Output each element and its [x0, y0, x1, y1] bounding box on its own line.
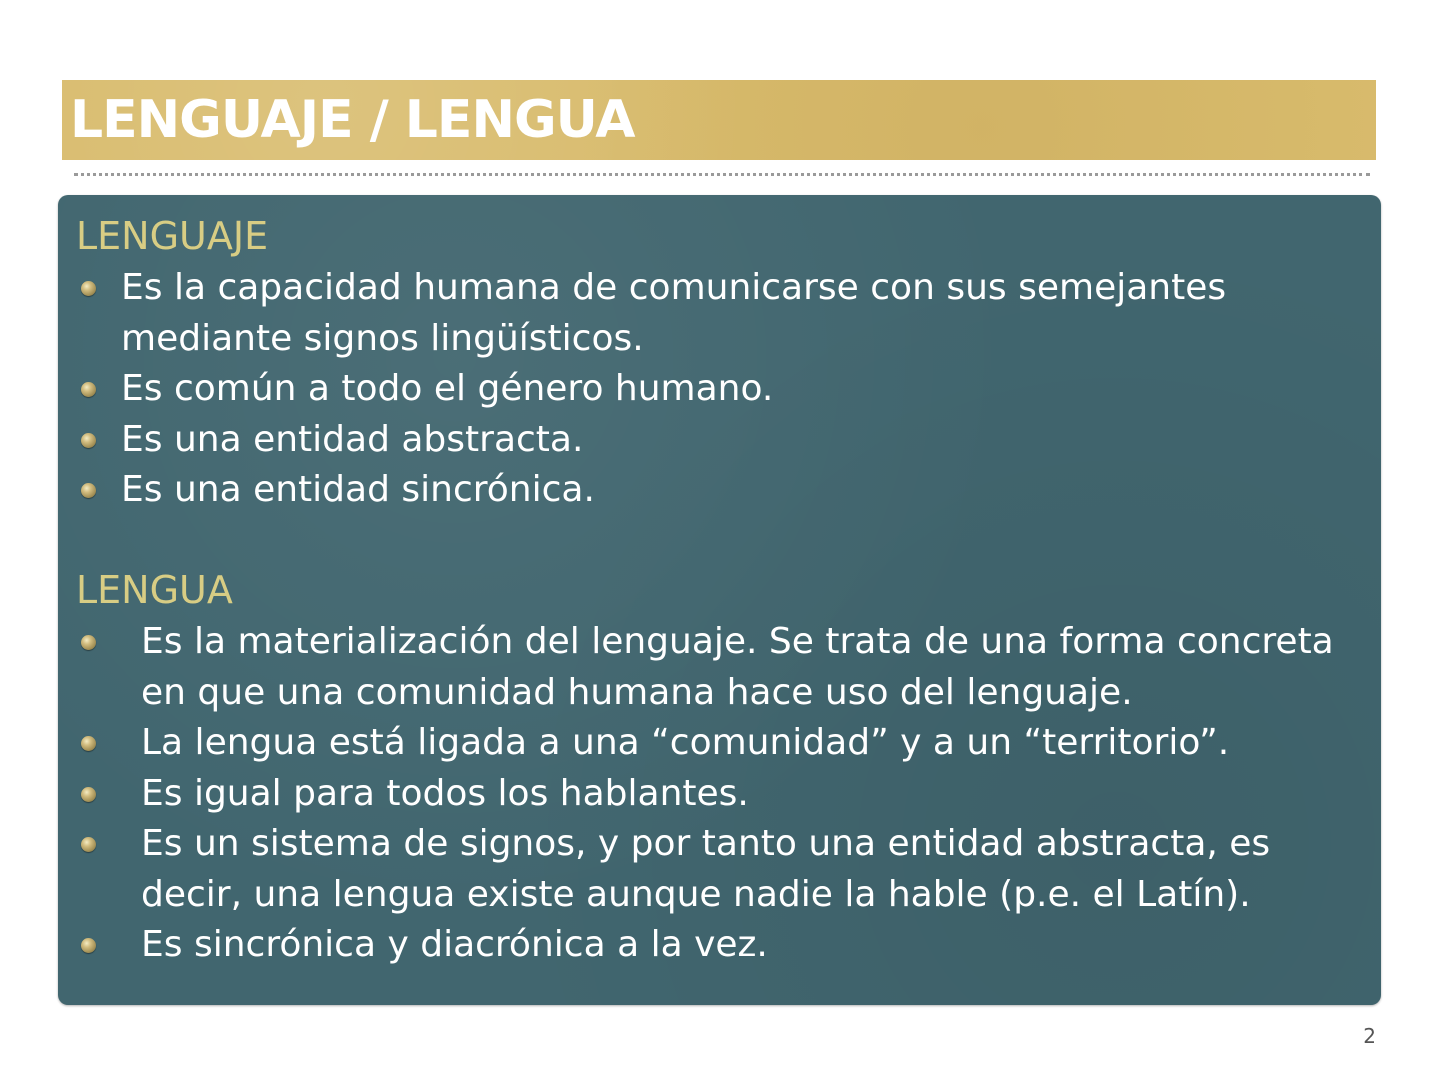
list-item	[121, 364, 1321, 415]
round-bullet-icon	[81, 281, 96, 296]
list-item	[121, 465, 1321, 516]
list-item	[141, 819, 1366, 920]
list-item	[121, 415, 1321, 466]
list-item-text: Es sincrónica y diacrónica a la vez.	[141, 924, 768, 965]
lengua-heading: LENGUA	[76, 568, 233, 612]
round-bullet-icon	[81, 382, 96, 397]
round-bullet-icon	[81, 433, 96, 448]
list-item-text: Es igual para todos los hablantes.	[141, 772, 749, 814]
list-item-text: Es la materialización del lenguaje. Se trata de una forma concreta en que una comunidad humana hace uso del lenguaje.	[141, 621, 1334, 713]
list-item-text: Es una entidad abstracta.	[121, 418, 584, 460]
round-bullet-icon	[81, 837, 96, 852]
round-bullet-icon	[81, 483, 96, 498]
list-item-text: La lengua está ligada a una “comunidad” y a un “territorio”.	[141, 722, 1230, 763]
list-item	[121, 263, 1321, 364]
list-item-text: Es común a todo el género humano.	[121, 368, 774, 409]
list-item	[141, 920, 1366, 971]
lengua-list	[141, 617, 1366, 971]
dotted-divider	[74, 173, 1370, 176]
round-bullet-icon	[81, 635, 96, 650]
lenguaje-list	[121, 263, 1321, 516]
list-item-text: Es una entidad sincrónica.	[121, 469, 595, 510]
round-bullet-icon	[81, 787, 96, 802]
list-item-text: Es un sistema de signos, y por tanto una entidad abstracta, es decir, una lengua existe aunque nadie la hable (p.e. el Latín).	[141, 823, 1271, 915]
list-item	[141, 617, 1366, 718]
round-bullet-icon	[81, 938, 96, 953]
list-item	[141, 769, 1366, 820]
page-number: 2	[1363, 1024, 1376, 1048]
list-item-text: Es la capacidad humana de comunicarse con sus semejantes mediante signos lingüísticos.	[121, 267, 1227, 359]
slide-title: LENGUAJE / LENGUA	[70, 90, 635, 150]
list-item	[141, 718, 1366, 769]
round-bullet-icon	[81, 736, 96, 751]
title-bar	[62, 80, 1376, 160]
lenguaje-heading: LENGUAJE	[76, 214, 269, 258]
